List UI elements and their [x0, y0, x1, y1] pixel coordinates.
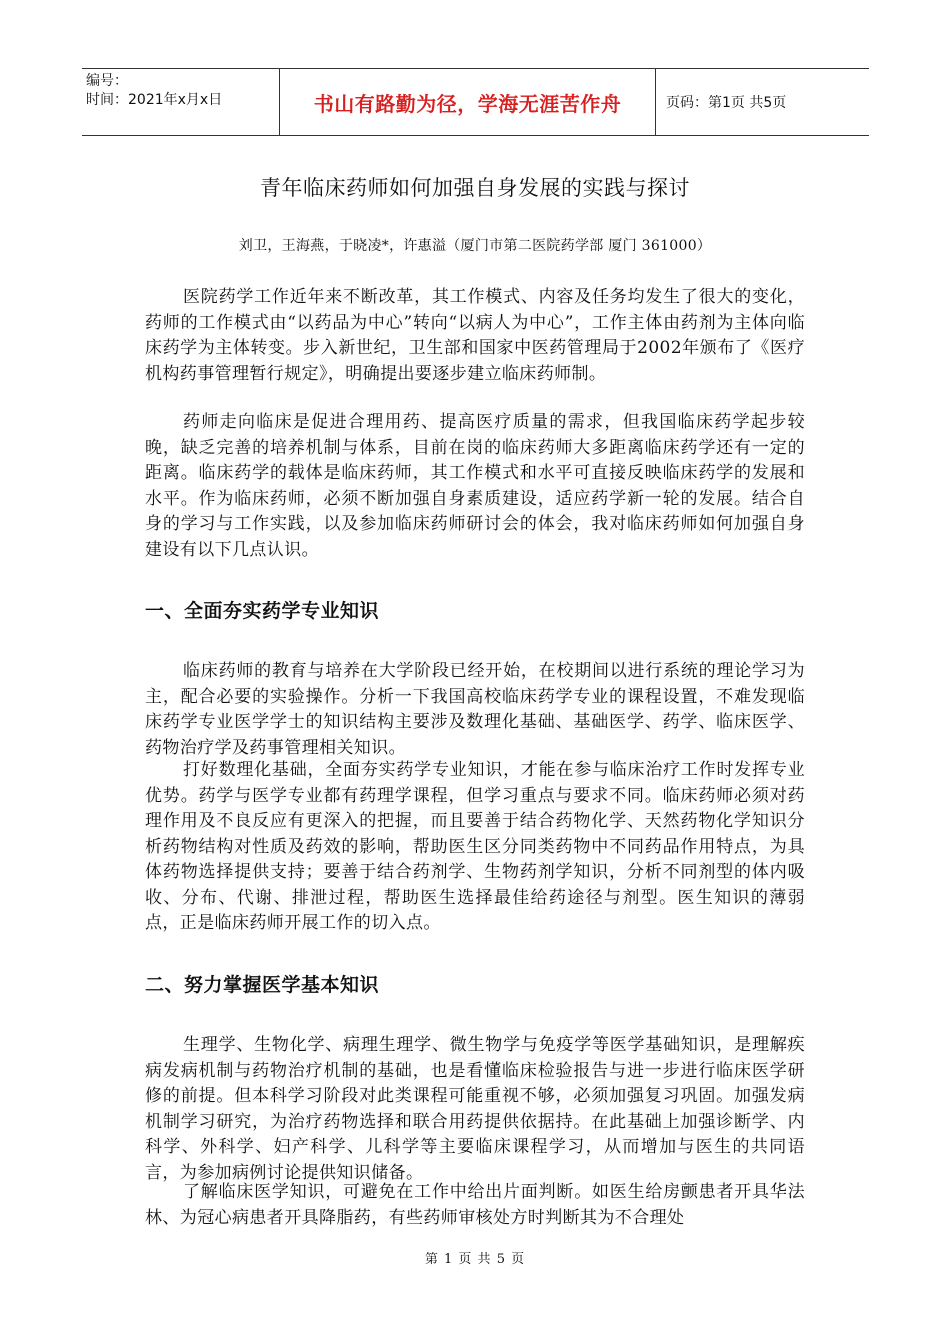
number-label: 编号：: [86, 73, 128, 89]
header-meta: [82, 69, 280, 135]
authors-line: 刘卫，王海燕，于晓凌*，许惠溢（厦门市第二医院药学部 厦门 361000）: [238, 238, 712, 254]
document-title: 青年临床药师如何加强自身发展的实践与探讨: [260, 176, 690, 200]
header-page-info: 页码：第1页 共5页: [666, 95, 787, 111]
header-motto: 书山有路勤为径，学海无涯苦作舟: [280, 69, 656, 135]
paragraph-intro-2: 药师走向临床是促进合理用药、提高医疗质量的需求，但我国临床药学起步较晚，缺乏完善的培养机制与体系，目前在岗的临床药师大多距离临床药学还有一定的距离。临床药学的载体是临床药师，其工作模式和水平可直接反映临床药学的发展和水平。作为临床药师，必须不断加强自身素质建设，适应药学新一轮的发展。结合自身的学习与工作实践，以及参加临床药师研讨会的体会，我对临床药师如何加强自身建设有以下几点认识。: [145, 412, 805, 560]
paragraph-intro-1: 医院药学工作近年来不断改革，其工作模式、内容及任务均发生了很大的变化，药师的工作模式由“以药品为中心”转向“以病人为中心”，工作主体由药剂为主体向临床药学为主体转变。步入新世纪，卫生部和国家中医药管理局于2002年颁布了《医疗机构药事管理暂行规定》，明确提出要逐步建立临床药师制。: [145, 287, 805, 384]
paragraph-section2-2: 了解临床医学知识，可避免在工作中给出片面判断。如医生给房颤患者开具华法林、为冠心病患者开具降脂药，有些药师审核处方时判断其为不合理处: [145, 1182, 805, 1228]
paragraph-section1-2: 打好数理化基础，全面夯实药学专业知识，才能在参与临床治疗工作时发挥专业优势。药学与医学专业都有药理学课程，但学习重点与要求不同。临床药师必须对药理作用及不良反应有更深入的把握，而且要善于结合药物化学、天然药物化学知识分析药物结构对性质及药效的影响，帮助医生区分同类药物中不同药品作用特点，为具体药物选择提供支持；要善于结合药剂学、生物药剂学知识，分析不同剂型的体内吸收、分布、代谢、排泄过程，帮助医生选择最佳给药途径与剂型。医生知识的薄弱点，正是临床药师开展工作的切入点。: [145, 760, 805, 933]
section-heading-1: 一、全面夯实药学专业知识: [145, 600, 380, 622]
paragraph-section1-1: 临床药师的教育与培养在大学阶段已经开始，在校期间以进行系统的理论学习为主，配合必要的实验操作。分析一下我国高校临床药学专业的课程设置，不难发现临床药学专业医学学士的知识结构主要涉及数理化基础、基础医学、药学、临床医学、药物治疗学及药事管理相关知识。: [145, 661, 805, 758]
section-heading-2: 二、努力掌握医学基本知识: [145, 974, 380, 996]
paragraph-section2-1: 生理学、生物化学、病理生理学、微生物学与免疫学等医学基础知识，是理解疾病发病机制与药物治疗机制的基础，也是看懂临床检验报告与进一步进行临床医学研修的前提。但本科学习阶段对此类课程可能重视不够，必须加强复习巩固。加强发病机制学习研究，为治疗药物选择和联合用药提供依据持。在此基础上加强诊断学、内科学、外科学、妇产科学、儿科学等主要临床课程学习，从而增加与医生的共同语言，为参加病例讨论提供知识储备。: [145, 1035, 805, 1183]
date-label: 时间：2021年x月x日: [86, 92, 223, 108]
document-header: [82, 68, 869, 136]
page-footer: 第 1 页 共 5 页: [424, 1252, 526, 1267]
